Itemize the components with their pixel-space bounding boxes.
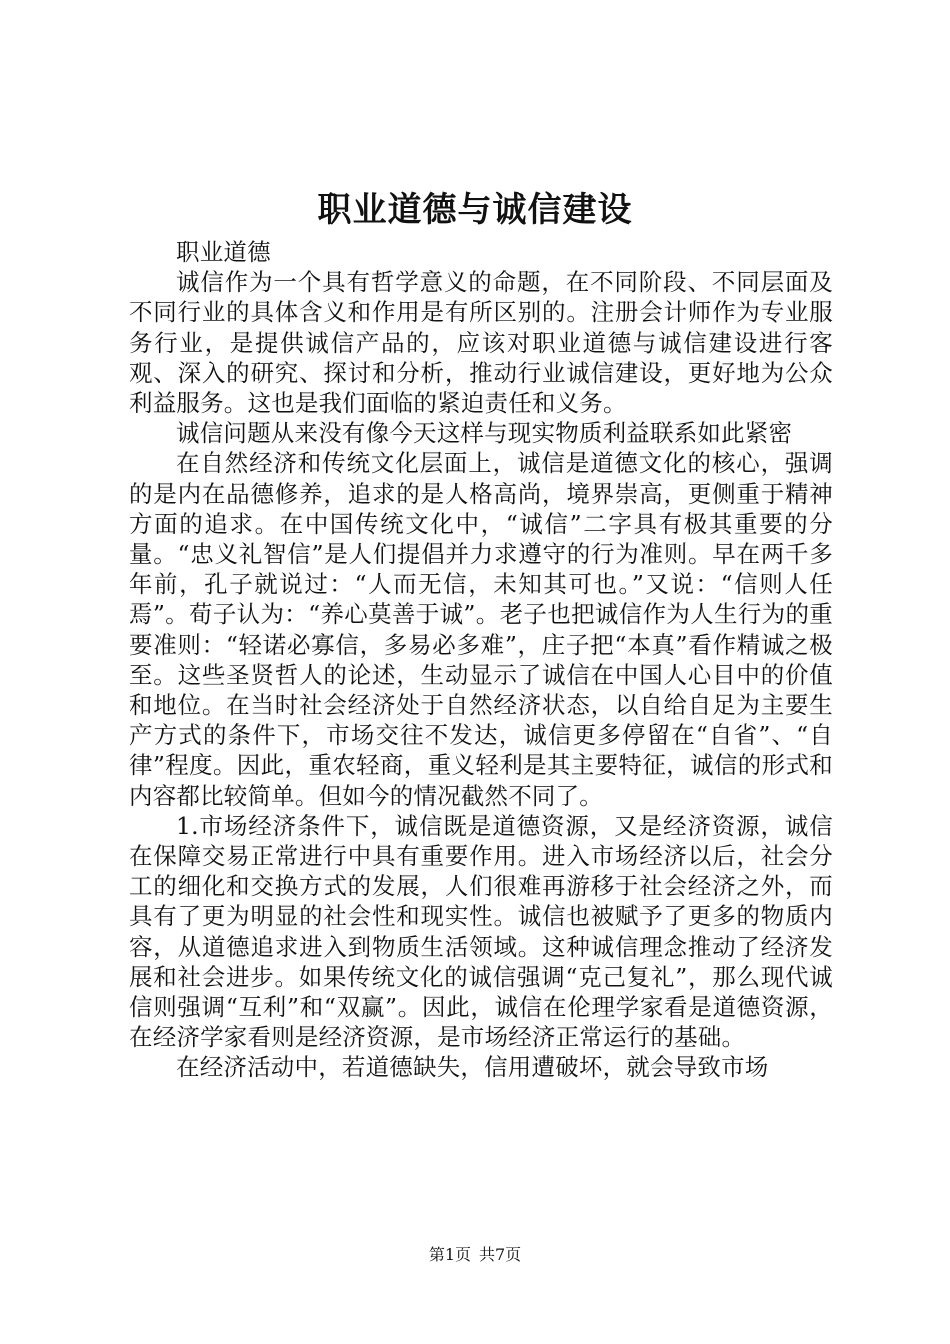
page-total: 共7页 bbox=[479, 1245, 522, 1264]
page-number: 第1页 bbox=[428, 1245, 471, 1264]
page-footer bbox=[0, 1243, 950, 1267]
paragraph: 1.市场经济条件下，诚信既是道德资源，又是经济资源，诚信在保障交易正常进行中具有重要作用。进入市场经济以后，社会分工的细化和交换方式的发展，人们很难再游移于社会经济之外，而具有了更为明显的社会性和现实性。诚信也被赋予了更多的物质内容，从道德追求进入到物质生活领域。这种诚信理念推动了经济发展和社会进步。如果传统文化的诚信强调“克己复礼”，那么现代诚信则强调“互利”和“双赢”。因此，诚信在伦理学家看是道德资源，在经济学家看则是经济资源，是市场经济正常运行的基础。 bbox=[129, 811, 833, 1052]
document-body bbox=[129, 237, 833, 1083]
document-title: 职业道德与诚信建设 bbox=[317, 190, 633, 230]
section-heading: 职业道德 bbox=[176, 238, 271, 266]
paragraph: 诚信问题从来没有像今天这样与现实物质利益联系如此紧密 bbox=[176, 419, 793, 448]
paragraph: 诚信作为一个具有哲学意义的命题，在不同阶段、不同层面及不同行业的具体含义和作用是有所区别的。注册会计师作为专业服务行业，是提供诚信产品的，应该对职业道德与诚信建设进行客观、深入的研究、探讨和分析，推动行业诚信建设，更好地为公众利益服务。这也是我们面临的紧迫责任和义务。 bbox=[129, 268, 833, 418]
paragraph: 在经济活动中，若道德缺失，信用遭破坏，就会导致市场 bbox=[176, 1053, 769, 1082]
paragraph: 在自然经济和传统文化层面上，诚信是道德文化的核心，强调的是内在品德修养，追求的是人格高尚，境界崇高，更侧重于精神方面的追求。在中国传统文化中，“诚信”二字具有极其重要的分量。“忠义礼智信”是人们提倡并力求遵守的行为准则。早在两千多年前，孔子就说过：“人而无信，未知其可也。”又说：“信则人任焉”。荀子认为：“养心莫善于诚”。老子也把诚信作为人生行为的重要准则：“轻诺必寡信，多易必多难”，庄子把“本真”看作精诚之极至。这些圣贤哲人的论述，生动显示了诚信在中国人心目中的价值和地位。在当时社会经济处于自然经济状态，以自给自足为主要生产方式的条件下，市场交往不发达，诚信更多停留在“自省”、“自律”程度。因此，重农轻商，重义轻利是其主要特征，诚信的形式和内容都比较简单。但如今的情况截然不同了。 bbox=[129, 449, 833, 810]
